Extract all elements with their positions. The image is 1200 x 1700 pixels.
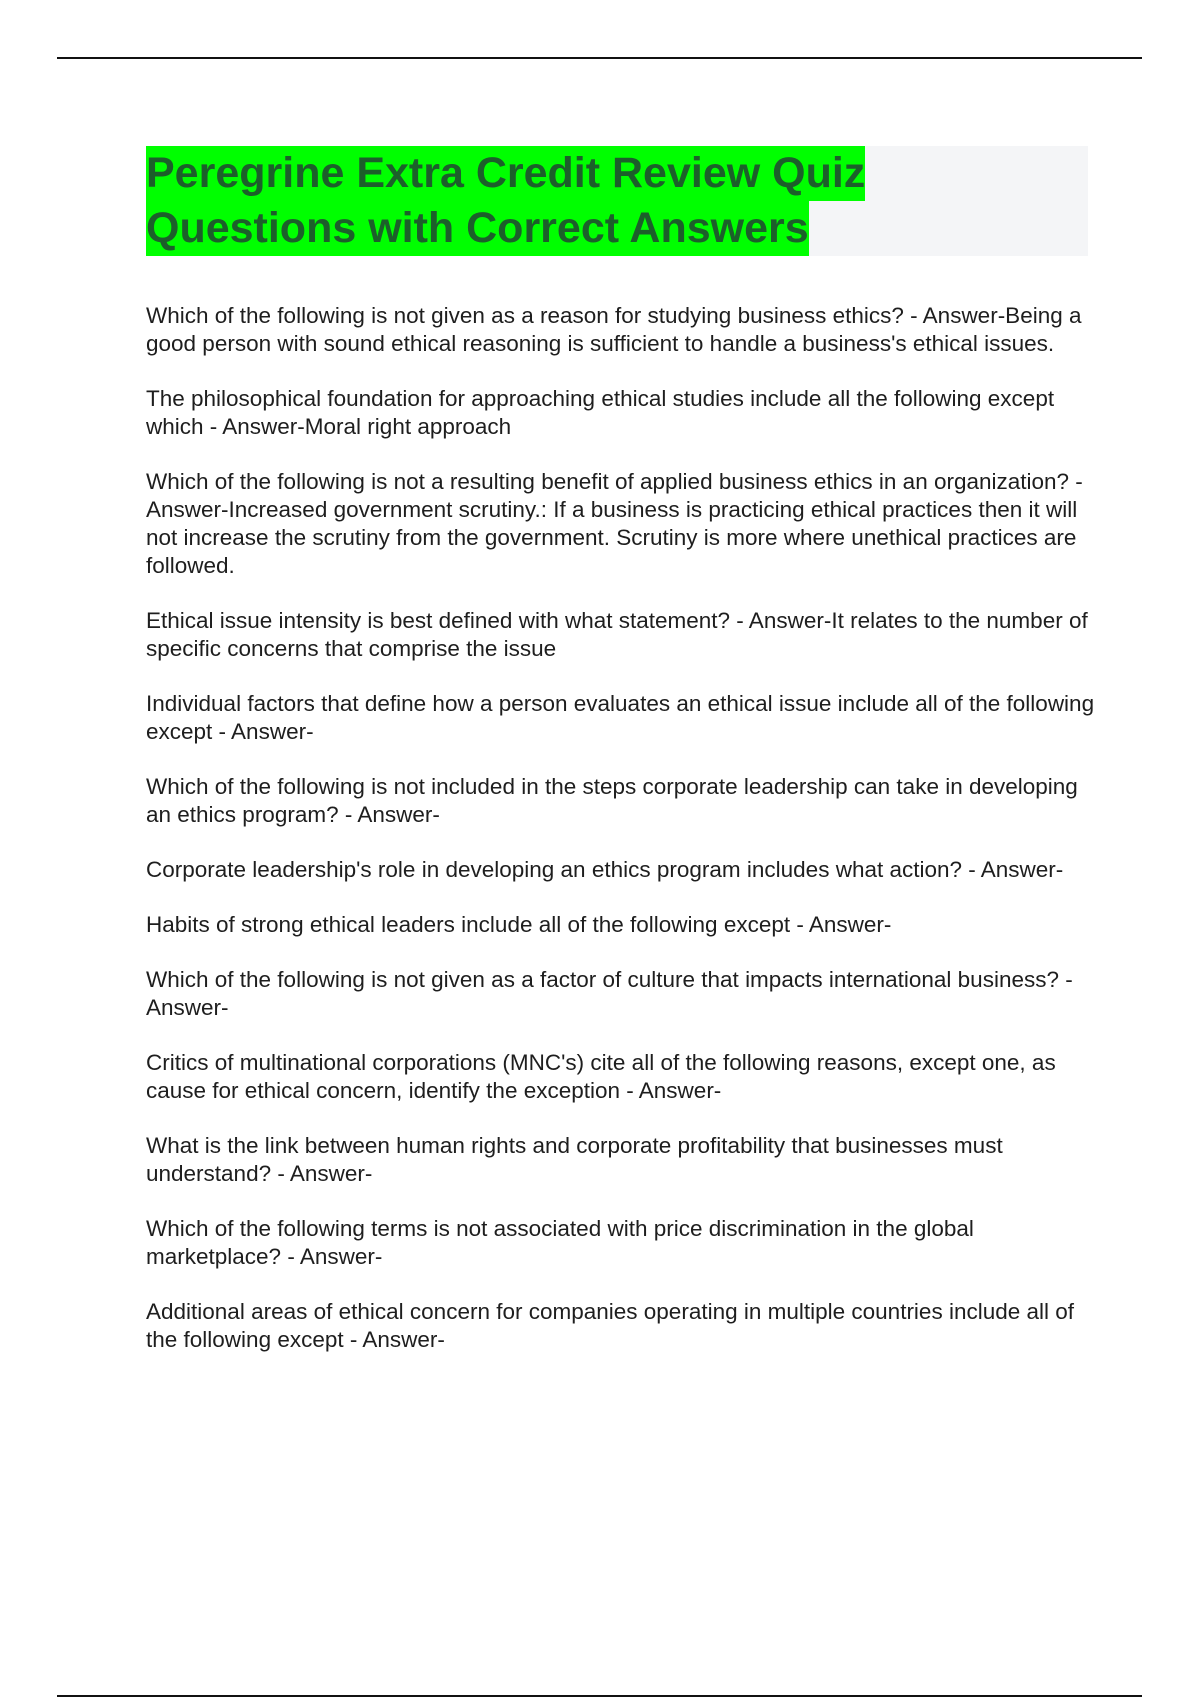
qa-item-9: Which of the following is not given as a factor of culture that impacts international business? - Answer- [146,967,1073,1020]
qa-item-7: Corporate leadership's role in developing an ethics program includes what action? - Answer- [146,857,1064,882]
title-line-1: Peregrine Extra Credit Review Quiz [146,146,865,201]
qa-item-4: Ethical issue intensity is best defined with what statement? - Answer-It relates to the number of specific concerns that comprise the issue [146,608,1088,661]
footer-rule [57,1695,1142,1697]
qa-item-2: The philosophical foundation for approaching ethical studies include all the following except which - Answer-Moral right approach [146,386,1055,439]
question-answer-list [146,302,1096,1381]
qa-item-10: Critics of multinational corporations (MNC's) cite all of the following reasons, except one, as cause for ethical concern, identify the exception - Answer- [146,1050,1056,1103]
qa-item-1: Which of the following is not given as a reason for studying business ethics? - Answer-Being a good person with sound ethical reasoning is sufficient to handle a business's ethical issues. [146,303,1082,356]
qa-item-11: What is the link between human rights and corporate profitability that businesses must understand? - Answer- [146,1133,1003,1186]
qa-item-3: Which of the following is not a resulting benefit of applied business ethics in an organization? - Answer-Increased government scrutiny.: If a business is practicing ethical practices then it will not increase the scrutiny from the government. Scrutiny is more where unethical practices are followed. [146,469,1083,578]
header-rule [57,57,1142,59]
qa-item-6: Which of the following is not included in the steps corporate leadership can take in developing an ethics program? - Answer- [146,774,1078,827]
qa-item-13: Additional areas of ethical concern for companies operating in multiple countries include all of the following except - Answer- [146,1299,1075,1352]
qa-item-5: Individual factors that define how a person evaluates an ethical issue include all of the following except - Answer- [146,691,1095,744]
title-line-2: Questions with Correct Answers [146,201,809,256]
qa-item-12: Which of the following terms is not associated with price discrimination in the global marketplace? - Answer- [146,1216,974,1269]
qa-item-8: Habits of strong ethical leaders include all of the following except - Answer- [146,912,892,937]
document-title [146,146,1088,256]
